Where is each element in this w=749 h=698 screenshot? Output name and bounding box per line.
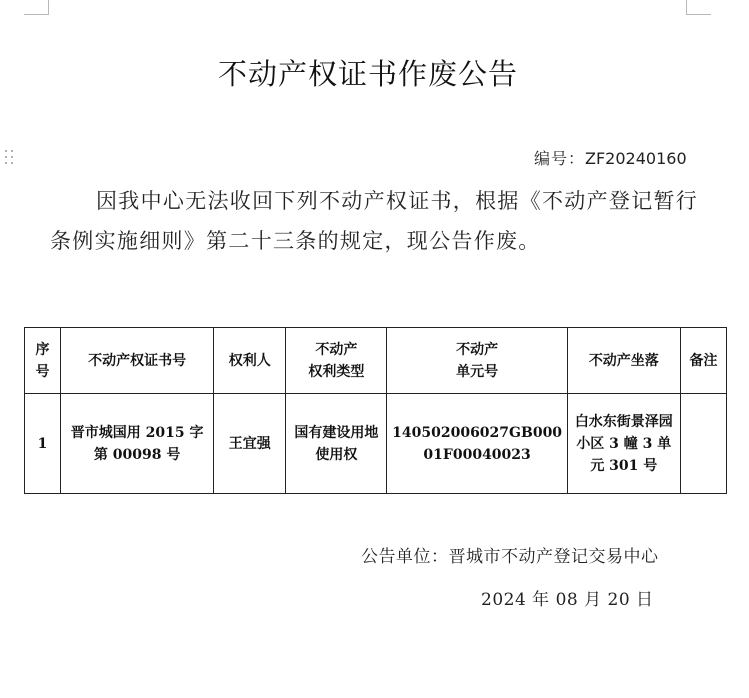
document-number (534, 148, 687, 170)
notice-body: 因我中心无法收回下列不动产权证书，根据《不动产登记暂行条例实施细则》第二十三条的规定，现公告作废。 (50, 189, 699, 253)
cell-remarks (680, 394, 726, 494)
header-seq: 序号 (25, 328, 61, 394)
cell-seq: 1 (25, 394, 61, 494)
cell-cert-no: 晋市城国用 2015 字第 00098 号 (61, 394, 214, 494)
header-cert-no: 不动产权证书号 (61, 328, 214, 394)
crop-mark-top-right (686, 0, 711, 15)
cell-holder: 王宜强 (214, 394, 286, 494)
header-right-type (286, 328, 387, 394)
cell-unit-no: 140502006027GB00001F00040023 (387, 394, 567, 494)
page-title: 不动产权证书作废公告 (217, 57, 518, 91)
issue-date: 2024 年 08 月 20 日 (481, 590, 654, 610)
header-right-type-line1: 不动产 (315, 341, 358, 358)
header-unit-no (387, 328, 567, 394)
header-location: 不动产坐落 (567, 328, 680, 394)
table-row (25, 394, 727, 494)
document-number-value: ZF20240160 (585, 149, 687, 168)
table-header-row (25, 328, 727, 394)
certificate-table (24, 327, 727, 494)
document-number-label: 编号： (534, 149, 586, 168)
cell-right-type: 国有建设用地使用权 (286, 394, 387, 494)
header-unit-no-line1: 不动产 (456, 341, 499, 358)
header-remarks: 备注 (680, 328, 726, 394)
crop-mark-top-left (24, 0, 49, 15)
cell-location: 白水东街景泽园小区 3 幢 3 单元 301 号 (567, 394, 680, 494)
header-right-type-line2: 权利类型 (308, 363, 365, 380)
table-move-handle-icon[interactable] (5, 150, 17, 168)
header-unit-no-line2: 单元号 (456, 363, 499, 380)
header-holder: 权利人 (214, 328, 286, 394)
issuer-line: 公告单位：晋城市不动产登记交易中心 (361, 547, 659, 567)
